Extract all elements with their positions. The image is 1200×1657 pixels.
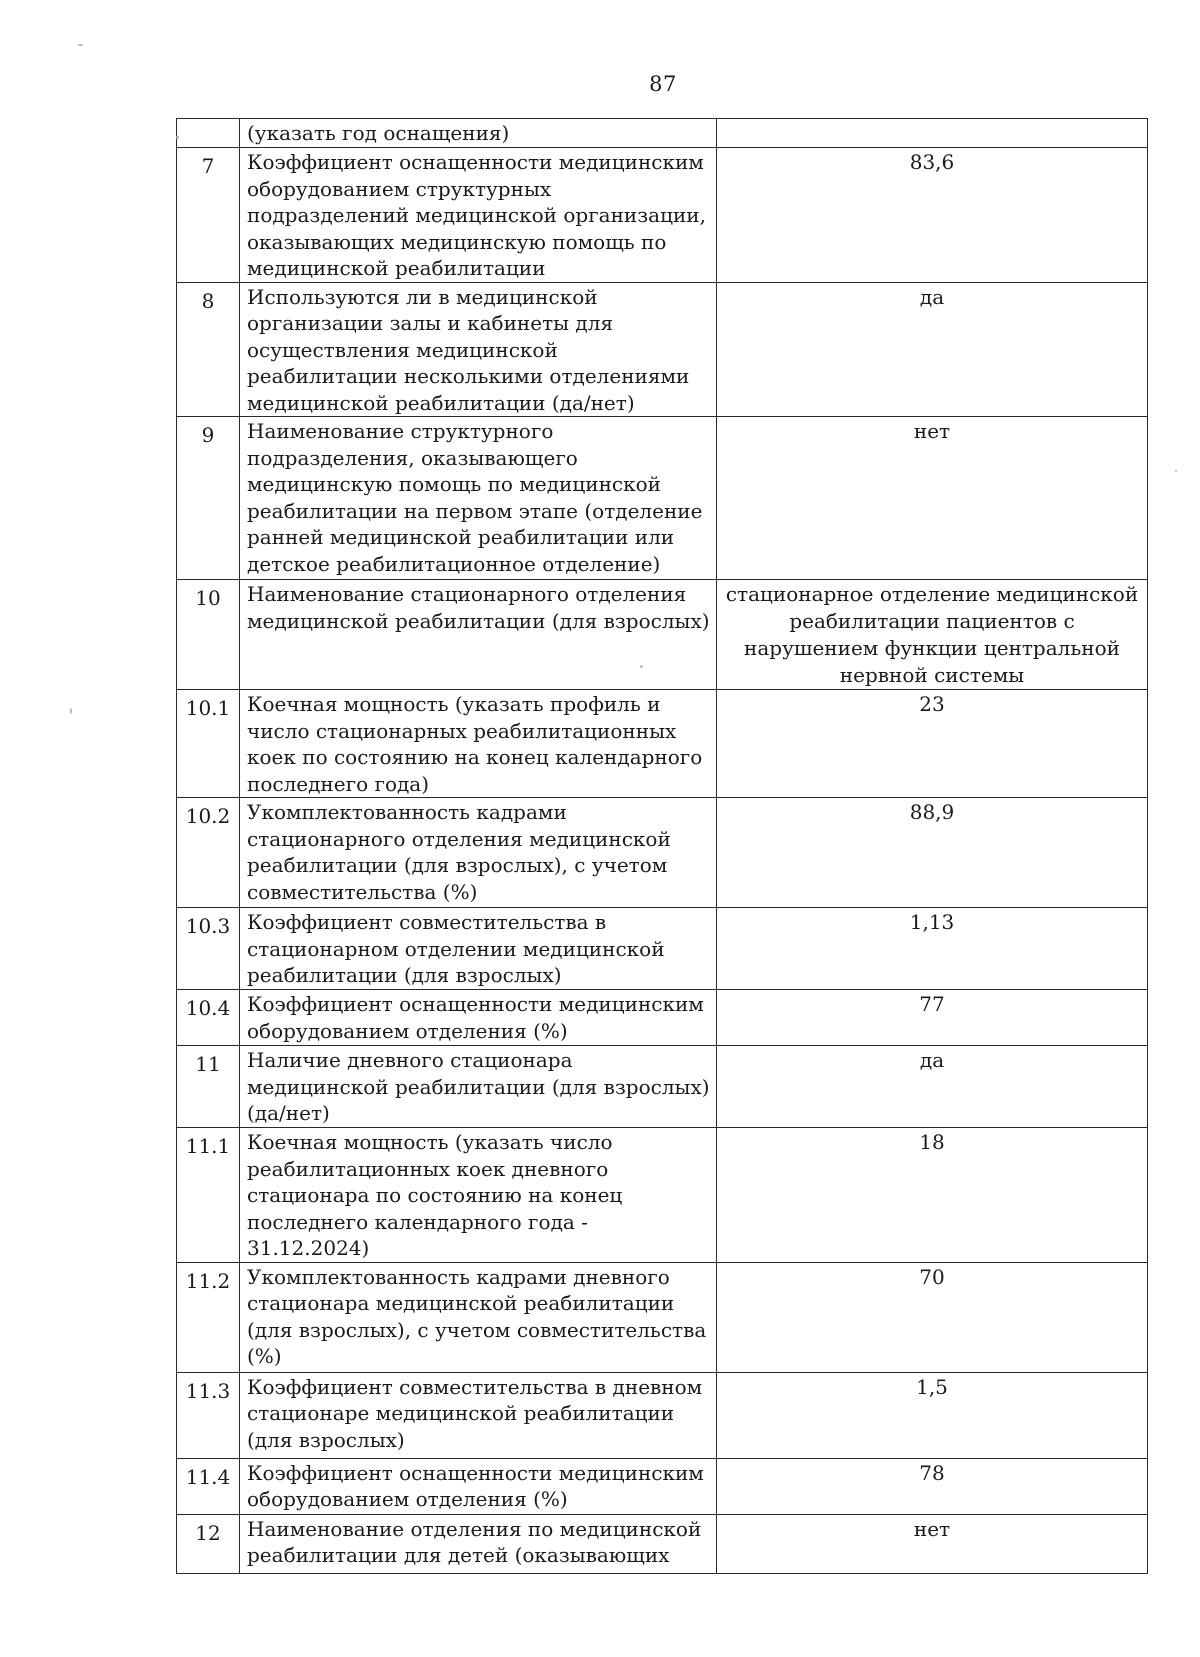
row-value: 18 [717, 1128, 1148, 1263]
row-number: 7 [177, 148, 240, 283]
row-number: 10.2 [177, 798, 240, 908]
row-value: 78 [717, 1458, 1148, 1514]
row-number: 10.1 [177, 690, 240, 798]
scan-speck [78, 44, 83, 46]
row-number: 10 [177, 580, 240, 690]
scan-speck [640, 665, 643, 668]
row-description: Наименование отделения по медицинской реабилитации для детей (оказывающих [240, 1514, 717, 1573]
table-row [177, 1262, 1148, 1372]
row-value: 1,13 [717, 908, 1148, 990]
row-number [177, 119, 240, 148]
row-number: 11.1 [177, 1128, 240, 1263]
page-number: 87 [649, 72, 677, 96]
row-value: 83,6 [717, 148, 1148, 283]
table-row [177, 1128, 1148, 1263]
row-number: 11 [177, 1046, 240, 1128]
row-value: 77 [717, 990, 1148, 1046]
row-description: Коечная мощность (указать профиль и число стационарных реабилитационных коек по состоянию на конец календарного последнего года) [240, 690, 717, 798]
row-value: да [717, 282, 1148, 417]
table-row [177, 1514, 1148, 1573]
row-description: (указать год оснащения) [240, 119, 717, 148]
table-row [177, 148, 1148, 283]
table-row [177, 990, 1148, 1046]
row-number: 9 [177, 417, 240, 580]
table-row [177, 690, 1148, 798]
table-row [177, 1458, 1148, 1514]
row-description: Коэффициент оснащенности медицинским оборудованием отделения (%) [240, 990, 717, 1046]
table-row [177, 1372, 1148, 1458]
table-row [177, 580, 1148, 690]
scan-speck [1175, 470, 1177, 472]
table-row [177, 1046, 1148, 1128]
row-number: 11.2 [177, 1262, 240, 1372]
row-number: 10.4 [177, 990, 240, 1046]
row-description: Коэффициент совместительства в стационарном отделении медицинской реабилитации (для взрослых) [240, 908, 717, 990]
scan-speck [176, 136, 179, 139]
row-number: 10.3 [177, 908, 240, 990]
indicators-table [176, 118, 1148, 1574]
row-number: 11.3 [177, 1372, 240, 1458]
row-description: Коэффициент оснащенности медицинским оборудованием отделения (%) [240, 1458, 717, 1514]
table-row [177, 798, 1148, 908]
scan-speck [70, 708, 72, 714]
row-description: Укомплектованность кадрами стационарного отделения медицинской реабилитации (для взрослых), с учетом совместительства (%) [240, 798, 717, 908]
row-number: 12 [177, 1514, 240, 1573]
table-row [177, 908, 1148, 990]
row-description: Коечная мощность (указать число реабилитационных коек дневного стационара по состоянию на конец последнего календарного года - 31.12.2024) [240, 1128, 717, 1263]
row-value: нет [717, 1514, 1148, 1573]
table-row [177, 282, 1148, 417]
row-value: 88,9 [717, 798, 1148, 908]
row-value: 23 [717, 690, 1148, 798]
row-number: 11.4 [177, 1458, 240, 1514]
row-number: 8 [177, 282, 240, 417]
row-value: нет [717, 417, 1148, 580]
row-description: Используются ли в медицинской организации залы и кабинеты для осуществления медицинской реабилитации несколькими отделениями медицинской реабилитации (да/нет) [240, 282, 717, 417]
row-description: Коэффициент оснащенности медицинским оборудованием структурных подразделений медицинской организации, оказывающих медицинскую помощь по медицинской реабилитации [240, 148, 717, 283]
row-value: стационарное отделение медицинской реабилитации пациентов с нарушением функции центральной нервной системы [717, 580, 1148, 690]
row-description: Укомплектованность кадрами дневного стационара медицинской реабилитации (для взрослых), с учетом совместительства (%) [240, 1262, 717, 1372]
row-description: Наличие дневного стационара медицинской реабилитации (для взрослых) (да/нет) [240, 1046, 717, 1128]
row-value: 1,5 [717, 1372, 1148, 1458]
table-row [177, 417, 1148, 580]
row-description: Наименование стационарного отделения медицинской реабилитации (для взрослых) [240, 580, 717, 690]
row-description: Наименование структурного подразделения, оказывающего медицинскую помощь по медицинской реабилитации на первом этапе (отделение ранней медицинской реабилитации или детское реабилитационное отделение) [240, 417, 717, 580]
row-value: 70 [717, 1262, 1148, 1372]
row-value [717, 119, 1148, 148]
row-description: Коэффициент совместительства в дневном стационаре медицинской реабилитации (для взрослых) [240, 1372, 717, 1458]
table-row [177, 119, 1148, 148]
row-value: да [717, 1046, 1148, 1128]
